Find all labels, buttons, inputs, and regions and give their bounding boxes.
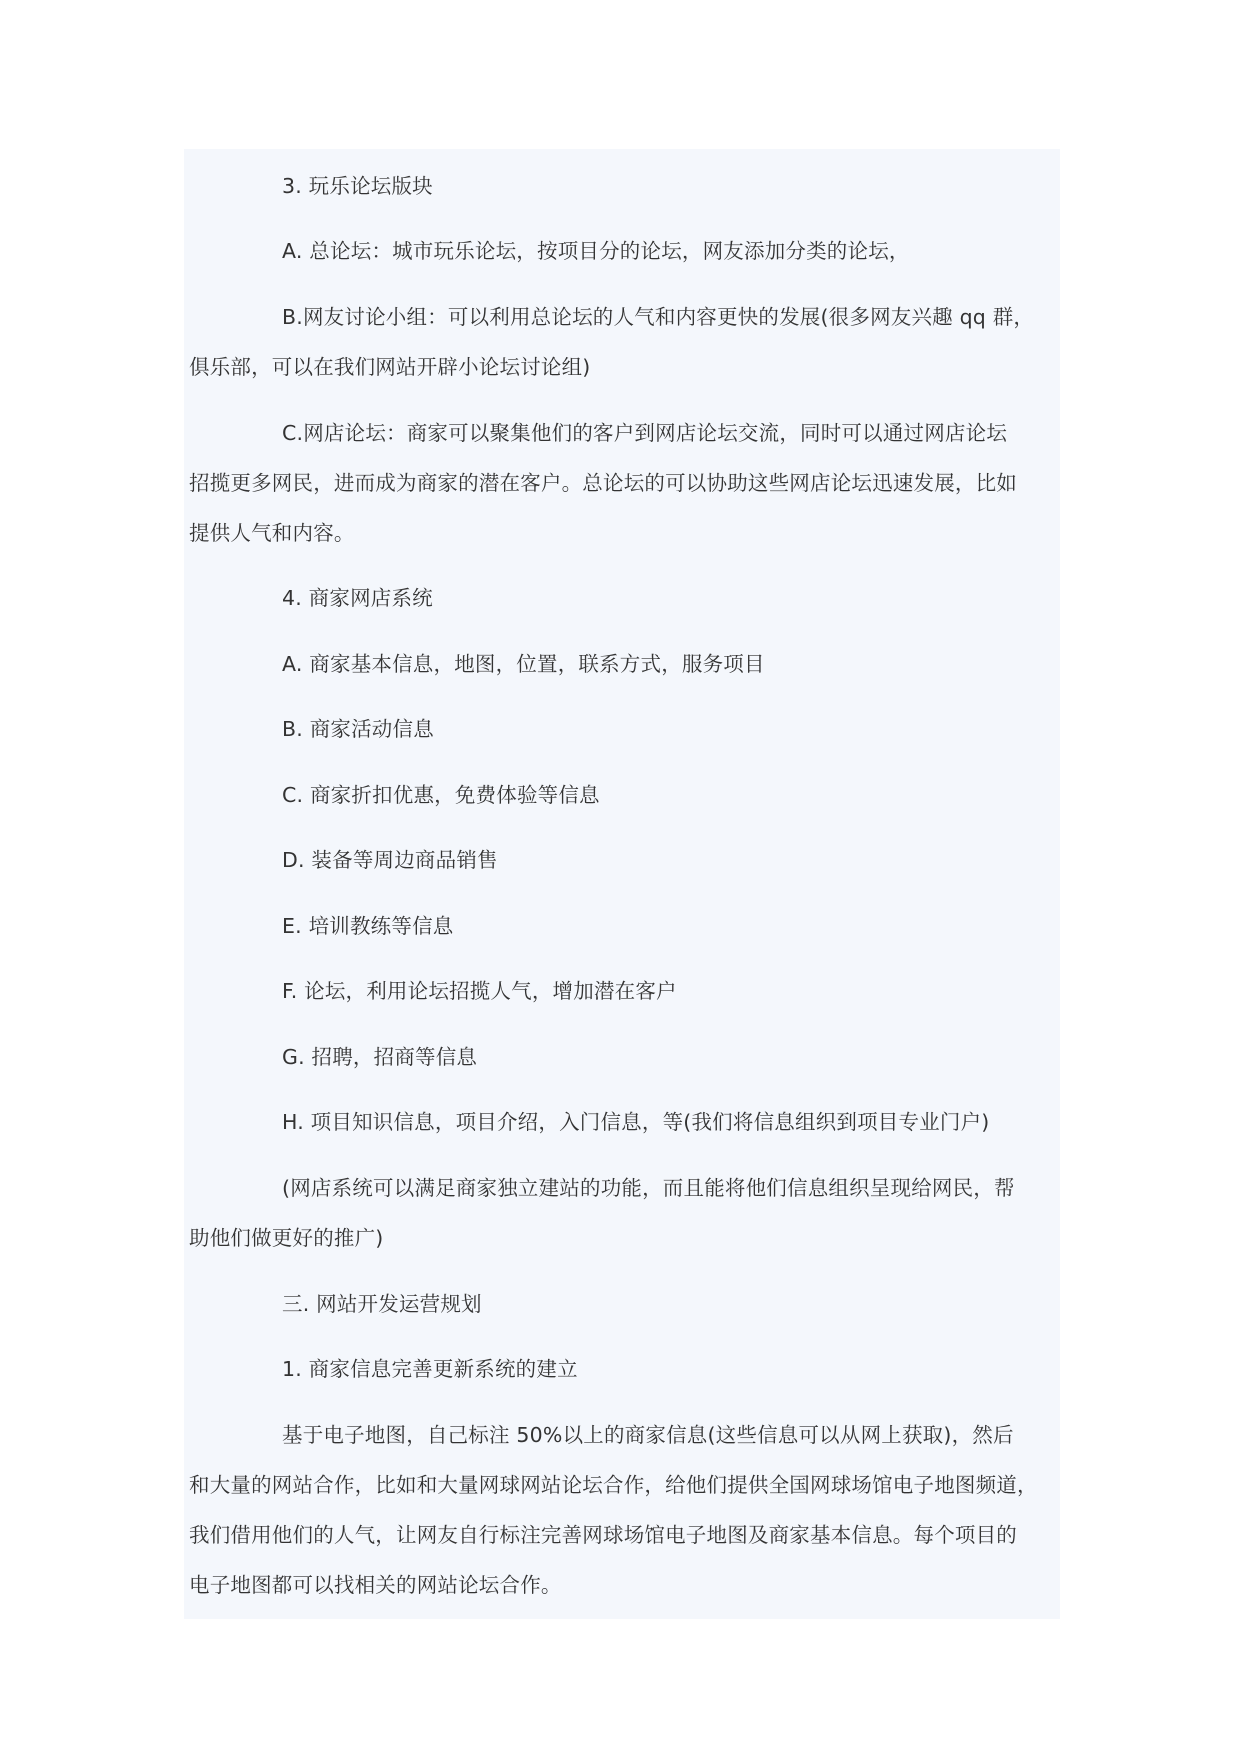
text-line: 助他们做更好的推广): [189, 1226, 384, 1250]
paragraph-main-forum: [189, 226, 1056, 276]
list-item-b: [189, 704, 1056, 754]
text-line: F. 论坛，利用论坛招揽人气，增加潜在客户: [282, 979, 677, 1003]
paragraph-map-cooperation: [189, 1410, 1056, 1610]
heading-shop-system: [189, 573, 1056, 623]
text-line: C. 商家折扣优惠，免费体验等信息: [282, 783, 600, 807]
text-line: 基于电子地图，自己标注 50%以上的商家信息(这些信息可以从网上获取)，然后: [282, 1423, 1014, 1447]
text-line: E. 培训教练等信息: [282, 914, 454, 938]
text-line: 俱乐部，可以在我们网站开辟小论坛讨论组): [189, 355, 591, 379]
text-line: B. 商家活动信息: [282, 717, 434, 741]
heading-info-update-system: [189, 1344, 1056, 1394]
text-line: D. 装备等周边商品销售: [282, 848, 498, 872]
list-item-a: [189, 639, 1056, 689]
list-item-d: [189, 835, 1056, 885]
text-line: 招揽更多网民，进而成为商家的潜在客户。总论坛的可以协助这些网店论坛迅速发展，比如: [189, 471, 1017, 495]
text-line: 1. 商家信息完善更新系统的建立: [282, 1357, 578, 1381]
text-line: 4. 商家网店系统: [282, 586, 433, 610]
text-line: A. 总论坛：城市玩乐论坛，按项目分的论坛，网友添加分类的论坛，: [282, 239, 910, 263]
list-item-f: [189, 966, 1056, 1016]
text-line: 我们借用他们的人气，让网友自行标注完善网球场馆电子地图及商家基本信息。每个项目的: [189, 1523, 1017, 1547]
list-item-g: [189, 1032, 1056, 1082]
paragraph-shop-forum: [189, 408, 1056, 558]
text-line: A. 商家基本信息，地图，位置，联系方式，服务项目: [282, 652, 765, 676]
paragraph-shop-note: [189, 1163, 1056, 1263]
text-line: C.网店论坛：商家可以聚集他们的客户到网店论坛交流，同时可以通过网店论坛: [282, 421, 1008, 445]
text-line: (网店系统可以满足商家独立建站的功能，而且能将他们信息组织呈现给网民，帮: [282, 1176, 1015, 1200]
list-item-c: [189, 770, 1056, 820]
text-line: H. 项目知识信息，项目介绍，入门信息，等(我们将信息组织到项目专业门户): [282, 1110, 990, 1134]
text-line: 和大量的网站合作，比如和大量网球网站论坛合作，给他们提供全国网球场馆电子地图频道，: [189, 1473, 1038, 1497]
paragraph-discussion-groups: [189, 292, 1056, 392]
text-line: G. 招聘，招商等信息: [282, 1045, 478, 1069]
heading-forum-section: [189, 161, 1056, 211]
list-item-e: [189, 901, 1056, 951]
text-line: 3. 玩乐论坛版块: [282, 174, 433, 198]
heading-operations-plan: [189, 1279, 1056, 1329]
text-line: 电子地图都可以找相关的网站论坛合作。: [189, 1573, 562, 1597]
text-line: 提供人气和内容。: [189, 521, 355, 545]
text-line: 三. 网站开发运营规划: [282, 1292, 482, 1316]
list-item-h: [189, 1097, 1056, 1147]
text-line: B.网友讨论小组：可以利用总论坛的人气和内容更快的发展(很多网友兴趣 qq 群，: [282, 305, 1035, 329]
